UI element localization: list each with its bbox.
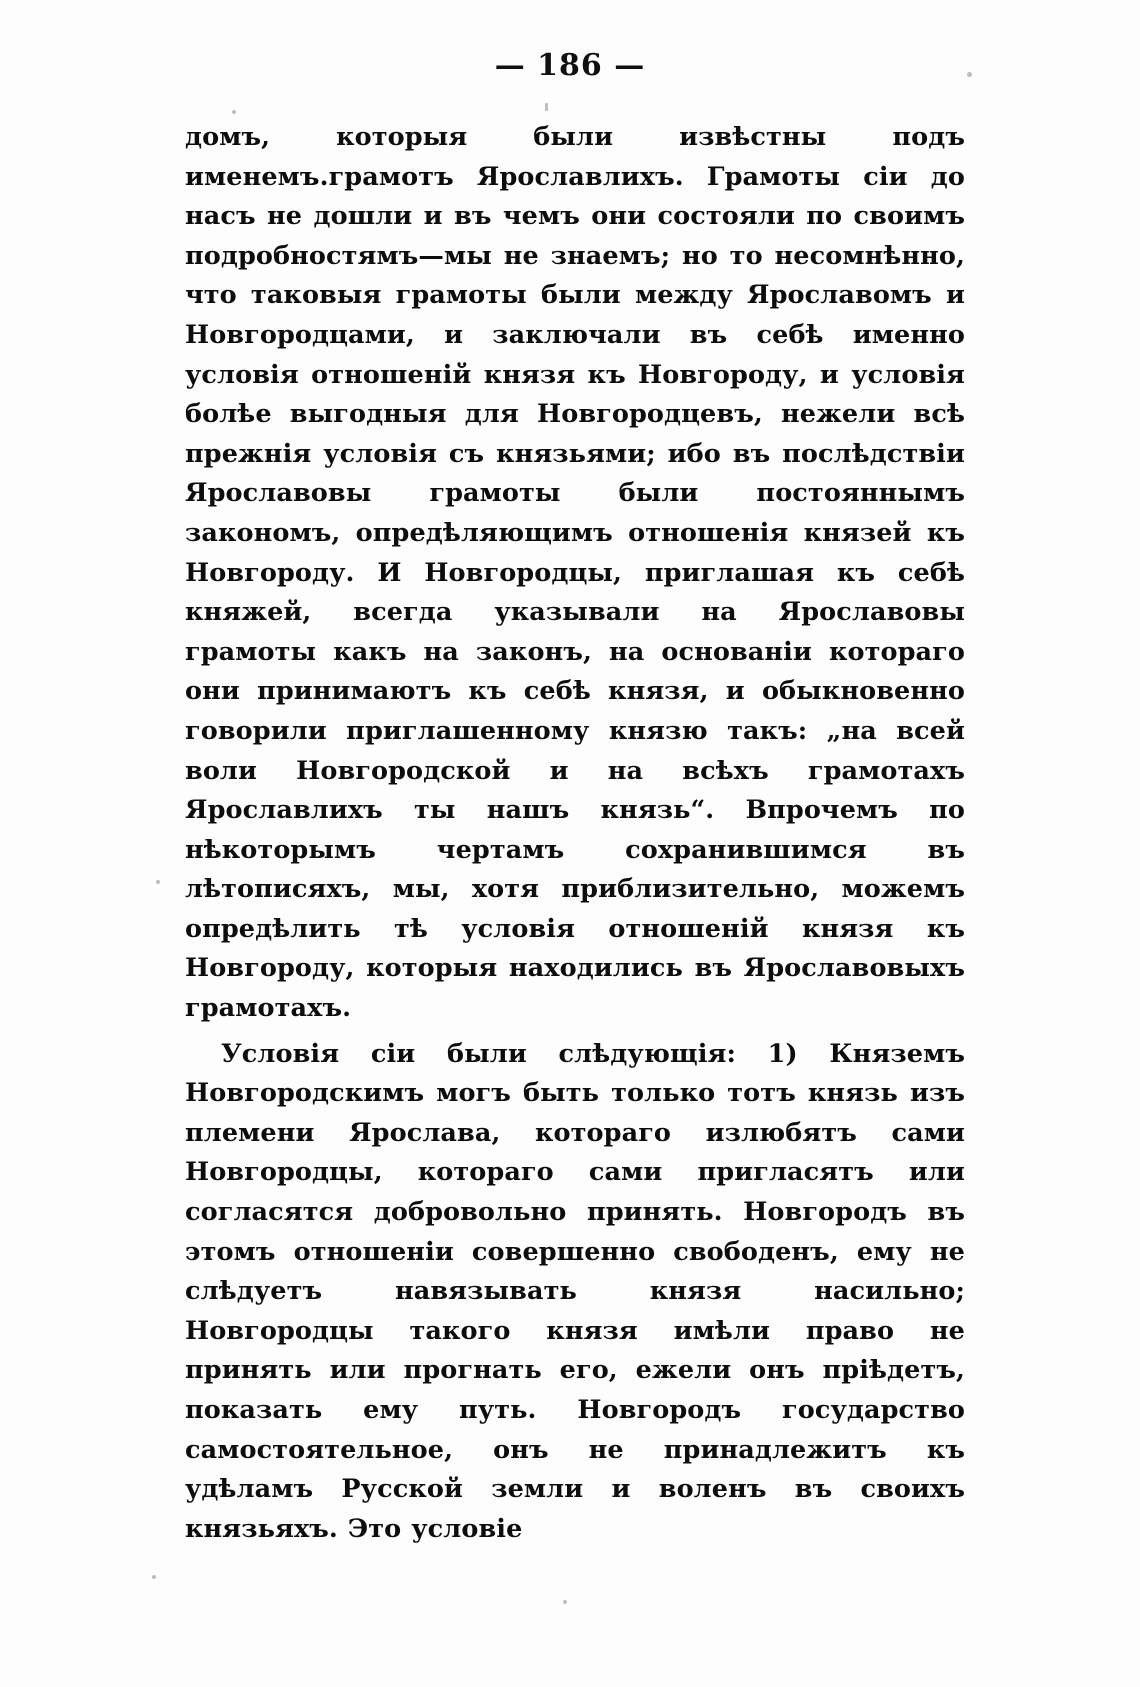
paragraph: Условія сіи были слѣдующія: 1) Княземъ Новгородскимъ могъ быть только тотъ князь изъ племени Ярослава, котораго излюбятъ сами Новгородцы, котораго сами пригласятъ или согласятся добровольно принять. Новгородъ въ этомъ отношеніи совершенно свободенъ, ему не слѣдуетъ навязывать князя насильно; Новгородцы такого князя имѣли право не принять или прогнать его, ежели онъ пріѣдетъ, показать ему путь. Новгородъ государство самостоятельное, онъ не принадлежитъ къ удѣламъ Русской земли и воленъ въ своихъ князьяхъ. Это условіе	[185, 1038, 965, 1544]
print-speck	[967, 72, 972, 77]
page-body	[185, 118, 965, 1549]
print-speck	[563, 1600, 567, 1604]
page-number: — 186 —	[494, 48, 646, 83]
print-speck	[156, 880, 160, 884]
print-speck	[232, 110, 236, 114]
print-speck	[545, 103, 548, 111]
paragraph: домъ, которыя были извѣстны подъ именемъ.грамотъ Ярославлихъ. Грамоты сіи до насъ не дошли и въ чемъ они состояли по своимъ подробностямъ—мы не знаемъ; но то несомнѣнно, что таковыя грамоты были между Ярославомъ и Новгородцами, и заключали въ себѣ именно условія отношеній князя къ Новгороду, и условія болѣе выгодныя для Новгородцевъ, нежели всѣ прежнія условія съ князьями; ибо въ послѣдствіи Ярославовы грамоты были постояннымъ закономъ, опредѣляющимъ отношенія князей къ Новгороду. И Новгородцы, приглашая къ себѣ княжей, всегда указывали на Ярославовы грамоты какъ на законъ, на основаніи котораго они принимаютъ къ себѣ князя, и обыкновенно говорили приглашенному князю такъ: „на всей воли Новгородской и на всѣхъ грамотахъ Ярославлихъ ты нашъ князь“. Впрочемъ по нѣкоторымъ чертамъ сохранившимся въ лѣтописяхъ, мы, хотя приблизительно, можемъ опредѣлить тѣ условія отношеній князя къ Новгороду, которыя находились въ Ярославовыхъ грамотахъ.	[185, 122, 965, 1024]
print-speck	[152, 1575, 156, 1579]
